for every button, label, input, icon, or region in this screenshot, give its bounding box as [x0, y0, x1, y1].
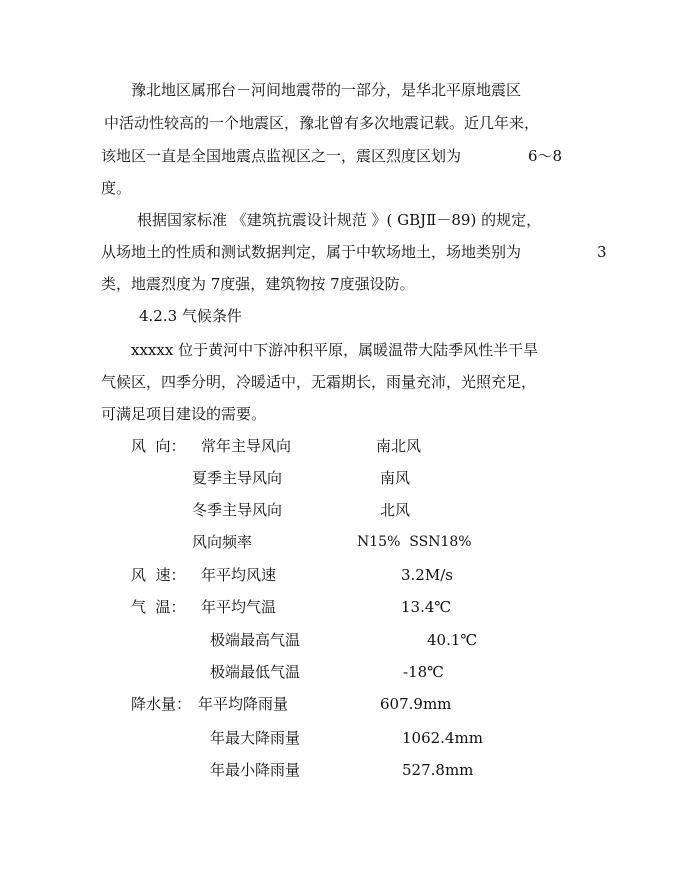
- max-temperature-label: 极端最高气温: [210, 631, 301, 649]
- max-temperature-value: 40.1℃: [427, 631, 478, 649]
- paragraph-1-line-2: 中活动性较高的一个地震区，豫北曾有多次地震记载。近几年来，: [104, 114, 540, 132]
- wind-speed-category: 风 速：: [131, 566, 186, 584]
- wind-frequency-value: N15% SSN18%: [357, 534, 472, 550]
- annual-precipitation-value: 607.9mm: [380, 695, 452, 713]
- annual-temperature-value: 13.4℃: [401, 598, 452, 616]
- annual-wind-speed-value: 3.2M/s: [401, 566, 453, 584]
- max-precipitation-label: 年最大降雨量: [210, 729, 301, 747]
- summer-wind-direction-value: 南风: [380, 469, 411, 487]
- paragraph-1-line-3: 该地区一直是全国地震点监视区之一，震区烈度区划为: [101, 147, 462, 165]
- wind-frequency-label: 风向频率: [192, 533, 253, 551]
- precipitation-category: 降水量：: [131, 695, 192, 713]
- min-temperature-value: -18℃: [403, 663, 444, 681]
- paragraph-2-line-2: 从场地土的性质和测试数据判定，属于中软场地土，场地类别为: [101, 243, 522, 261]
- paragraph-2-line-3: 类，地震烈度为 7度强，建筑物按 7度强设防。: [101, 275, 415, 293]
- paragraph-3-line-1: xxxxx 位于黄河中下游冲积平原，属暖温带大陆季风性半干旱: [131, 341, 539, 359]
- annual-wind-speed-label: 年平均风速: [201, 566, 277, 584]
- section-heading: 4.2.3 气候条件: [139, 307, 242, 325]
- min-temperature-label: 极端最低气温: [210, 663, 301, 681]
- paragraph-2-line-1: 根据国家标准 《建筑抗震设计规范 》( GBJⅡ－89) 的规定，: [137, 211, 542, 229]
- annual-wind-direction-value: 南北风: [376, 437, 422, 455]
- paragraph-3-line-2: 气候区，四季分明，冷暖适中，无霜期长，雨量充沛，光照充足，: [101, 373, 537, 391]
- summer-wind-direction-label: 夏季主导风向: [192, 469, 283, 487]
- annual-wind-direction-label: 常年主导风向: [201, 437, 292, 455]
- wind-direction-category: 风 向：: [131, 437, 186, 455]
- min-precipitation-value: 527.8mm: [402, 761, 474, 779]
- annual-temperature-label: 年平均气温: [201, 598, 277, 616]
- temperature-category: 气 温：: [131, 598, 186, 616]
- paragraph-1-line-4: 度。: [101, 179, 132, 197]
- max-precipitation-value: 1062.4mm: [402, 729, 483, 747]
- annual-precipitation-label: 年平均降雨量: [198, 695, 289, 713]
- paragraph-1-line-1: 豫北地区属邢台－河间地震带的一部分，是华北平原地震区: [131, 81, 522, 99]
- winter-wind-direction-label: 冬季主导风向: [192, 501, 283, 519]
- min-precipitation-label: 年最小降雨量: [210, 761, 301, 779]
- paragraph-3-line-3: 可满足项目建设的需要。: [101, 405, 267, 423]
- site-category-value: 3: [597, 243, 607, 261]
- winter-wind-direction-value: 北风: [380, 501, 411, 519]
- seismic-intensity-range: 6～8: [528, 147, 563, 165]
